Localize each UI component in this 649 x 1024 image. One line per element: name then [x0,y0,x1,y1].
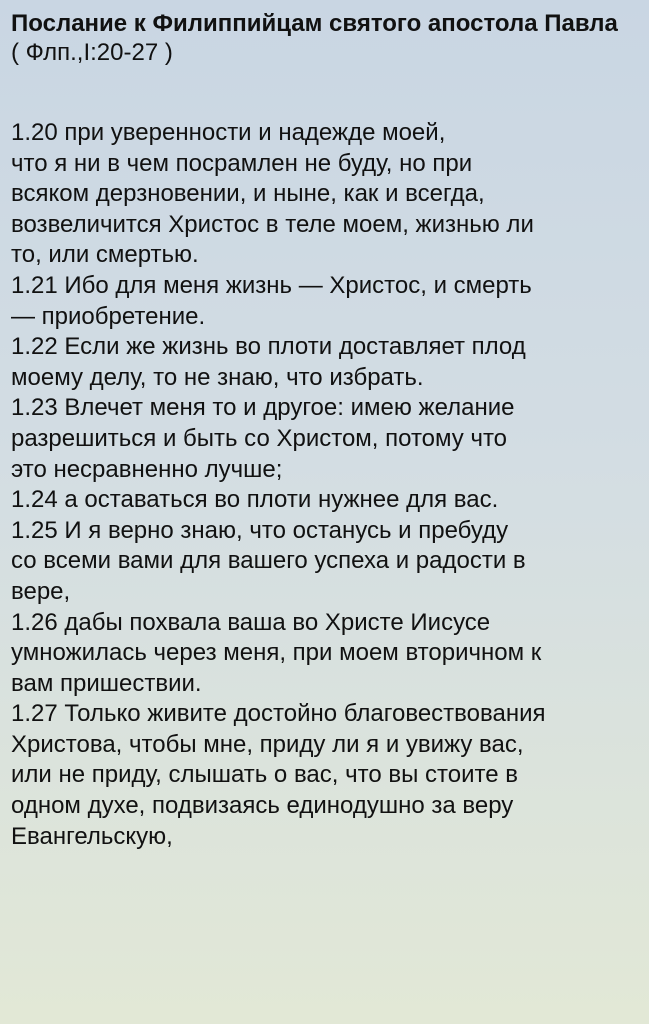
verse-line [11,393,641,424]
verse-line [11,546,641,577]
verse-text: дабы похвала ваша во Христе Иисусе [64,608,491,636]
verse-line [11,118,641,149]
verse-text: умножилась через меня, при моем вторичном к [11,639,542,667]
verse-line [11,577,641,608]
verse-line [11,669,641,700]
scripture-reference: ( Флп.,I:20-27 ) [11,39,173,66]
verse-text: Если же жизнь во плоти доставляет плод [64,333,526,361]
verse-line [11,516,641,547]
verse-text: И я верно знаю, что останусь и пребуду [64,516,509,544]
verse-line [11,699,641,730]
verse-text: всяком дерзновении, и ныне, как и всегда, [11,180,485,208]
verse-list [11,118,641,852]
verse-number: 1.25 [11,516,58,544]
verse-line [11,730,641,761]
verse-text: а оставаться во плоти нужнее для вас. [64,486,499,514]
verse-line [11,455,641,486]
verse-line [11,424,641,455]
verse-text: Евангельскую, [11,822,173,850]
verse-line [11,302,641,333]
verse-number: 1.27 [11,700,58,728]
verse-text: при уверенности и надежде моей, [64,119,446,146]
verse-text: возвеличится Христос в теле моем, жизнью ли [11,210,534,238]
verse-line [11,332,641,363]
verse-text: одном духе, подвизаясь единодушно за веру [11,792,514,820]
verse-number: 1.20 [11,119,58,146]
verse-line [11,363,641,394]
verse-line [11,822,641,853]
verse-text: вере, [11,577,71,605]
document-page [11,10,641,852]
verse-text: то, или смертью. [11,241,199,269]
verse-number: 1.23 [11,394,58,422]
verse-line [11,179,641,210]
verse-text: вам пришествии. [11,669,202,697]
verse-text: со всеми вами для вашего успеха и радости в [11,547,526,575]
document-title: Послание к Филиппийцам святого апостола Павла [11,10,618,37]
verse-text: моему делу, то не знаю, что избрать. [11,363,424,391]
verse-line [11,791,641,822]
verse-text: разрешиться и быть со Христом, потому что [11,424,508,452]
verse-text: или не приду, слышать о вас, что вы стоите в [11,761,518,789]
verse-text: Христова, чтобы мне, приду ли я и увижу вас, [11,730,524,758]
verse-text: — приобретение. [11,302,206,330]
verse-line [11,760,641,791]
verse-text: Влечет меня то и другое: имею желание [64,394,515,422]
verse-number: 1.26 [11,608,58,636]
verse-line [11,485,641,516]
verse-number: 1.21 [11,271,58,299]
verse-text: Ибо для меня жизнь — Христос, и смерть [64,271,532,299]
verse-text: Только живите достойно благовествования [64,700,546,728]
verse-line [11,638,641,669]
verse-line [11,271,641,302]
verse-number: 1.24 [11,486,58,514]
verse-line [11,240,641,271]
verse-number: 1.22 [11,333,58,361]
verse-line [11,608,641,639]
verse-line [11,149,641,180]
verse-text: что я ни в чем посрамлен не буду, но при [11,149,473,177]
verse-line [11,210,641,241]
verse-text: это несравненно лучше; [11,455,283,483]
